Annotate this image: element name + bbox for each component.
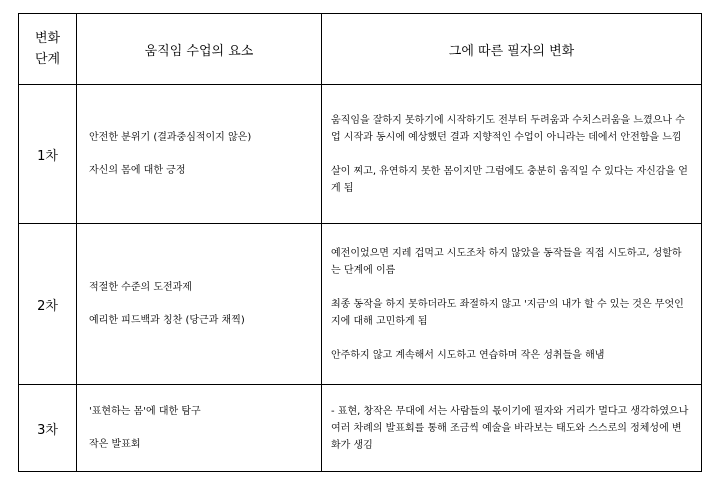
- elements-cell: [77, 224, 322, 385]
- stage-cell: 1차: [19, 85, 77, 224]
- header-stage-label: 변화 단계: [34, 31, 61, 67]
- table-row: [19, 85, 702, 224]
- changes-cell: [322, 85, 702, 224]
- change-item: 움직임을 잘하지 못하기에 시작하기도 전부터 두려움과 수치스러움을 느꼈으나 수업 시작과 동시에 예상했던 결과 지향적인 수업이 아니라는 데에서 안전함을 느낌: [331, 114, 685, 143]
- changes-cell: [322, 224, 702, 385]
- element-item: 예리한 피드백과 칭찬 (당근과 채찍): [89, 314, 245, 326]
- change-item: 살이 찌고, 유연하지 못한 몸이지만 그럼에도 충분히 움직일 수 있다는 자신감을 얻게 됨: [331, 165, 688, 194]
- changes-cell: [322, 385, 702, 472]
- element-item: 자신의 몸에 대한 긍정: [89, 164, 186, 176]
- table-header-row: [19, 14, 702, 85]
- table-row: [19, 224, 702, 385]
- stage-cell: 2차: [19, 224, 77, 385]
- change-item: 안주하지 않고 계속해서 시도하고 연습하며 작은 성취들을 해냄: [331, 349, 605, 361]
- change-item: - 표현, 창작은 무대에 서는 사람들의 몫이기에 필자와 거리가 멀다고 생각하였으나 여러 차례의 발표회를 통해 조금씩 예술을 바라보는 태도와 스스로의 정체성에 변화가 생김: [331, 405, 689, 451]
- elements-cell: [77, 385, 322, 472]
- table-row: [19, 385, 702, 472]
- element-item: 적절한 수준의 도전과제: [89, 281, 192, 293]
- stage-cell: 3차: [19, 385, 77, 472]
- element-item: '표현하는 몸'에 대한 탐구: [89, 405, 201, 417]
- element-item: 작은 발표회: [89, 438, 141, 450]
- header-stage: [19, 14, 77, 85]
- change-stage-table: [18, 13, 702, 472]
- header-changes: 그에 따른 필자의 변화: [322, 14, 702, 85]
- change-item: 최종 동작을 하지 못하더라도 좌절하지 않고 '지금'의 내가 할 수 있는 것은 무엇인지에 대해 고민하게 됨: [331, 298, 684, 327]
- change-item: 예전이었으면 지레 겁먹고 시도조차 하지 않았을 동작들을 직접 시도하고, 성할하는 단계에 이름: [331, 247, 682, 276]
- header-elements: 움직임 수업의 요소: [77, 14, 322, 85]
- elements-cell: [77, 85, 322, 224]
- element-item: 안전한 분위기 (결과중심적이지 않은): [89, 131, 252, 143]
